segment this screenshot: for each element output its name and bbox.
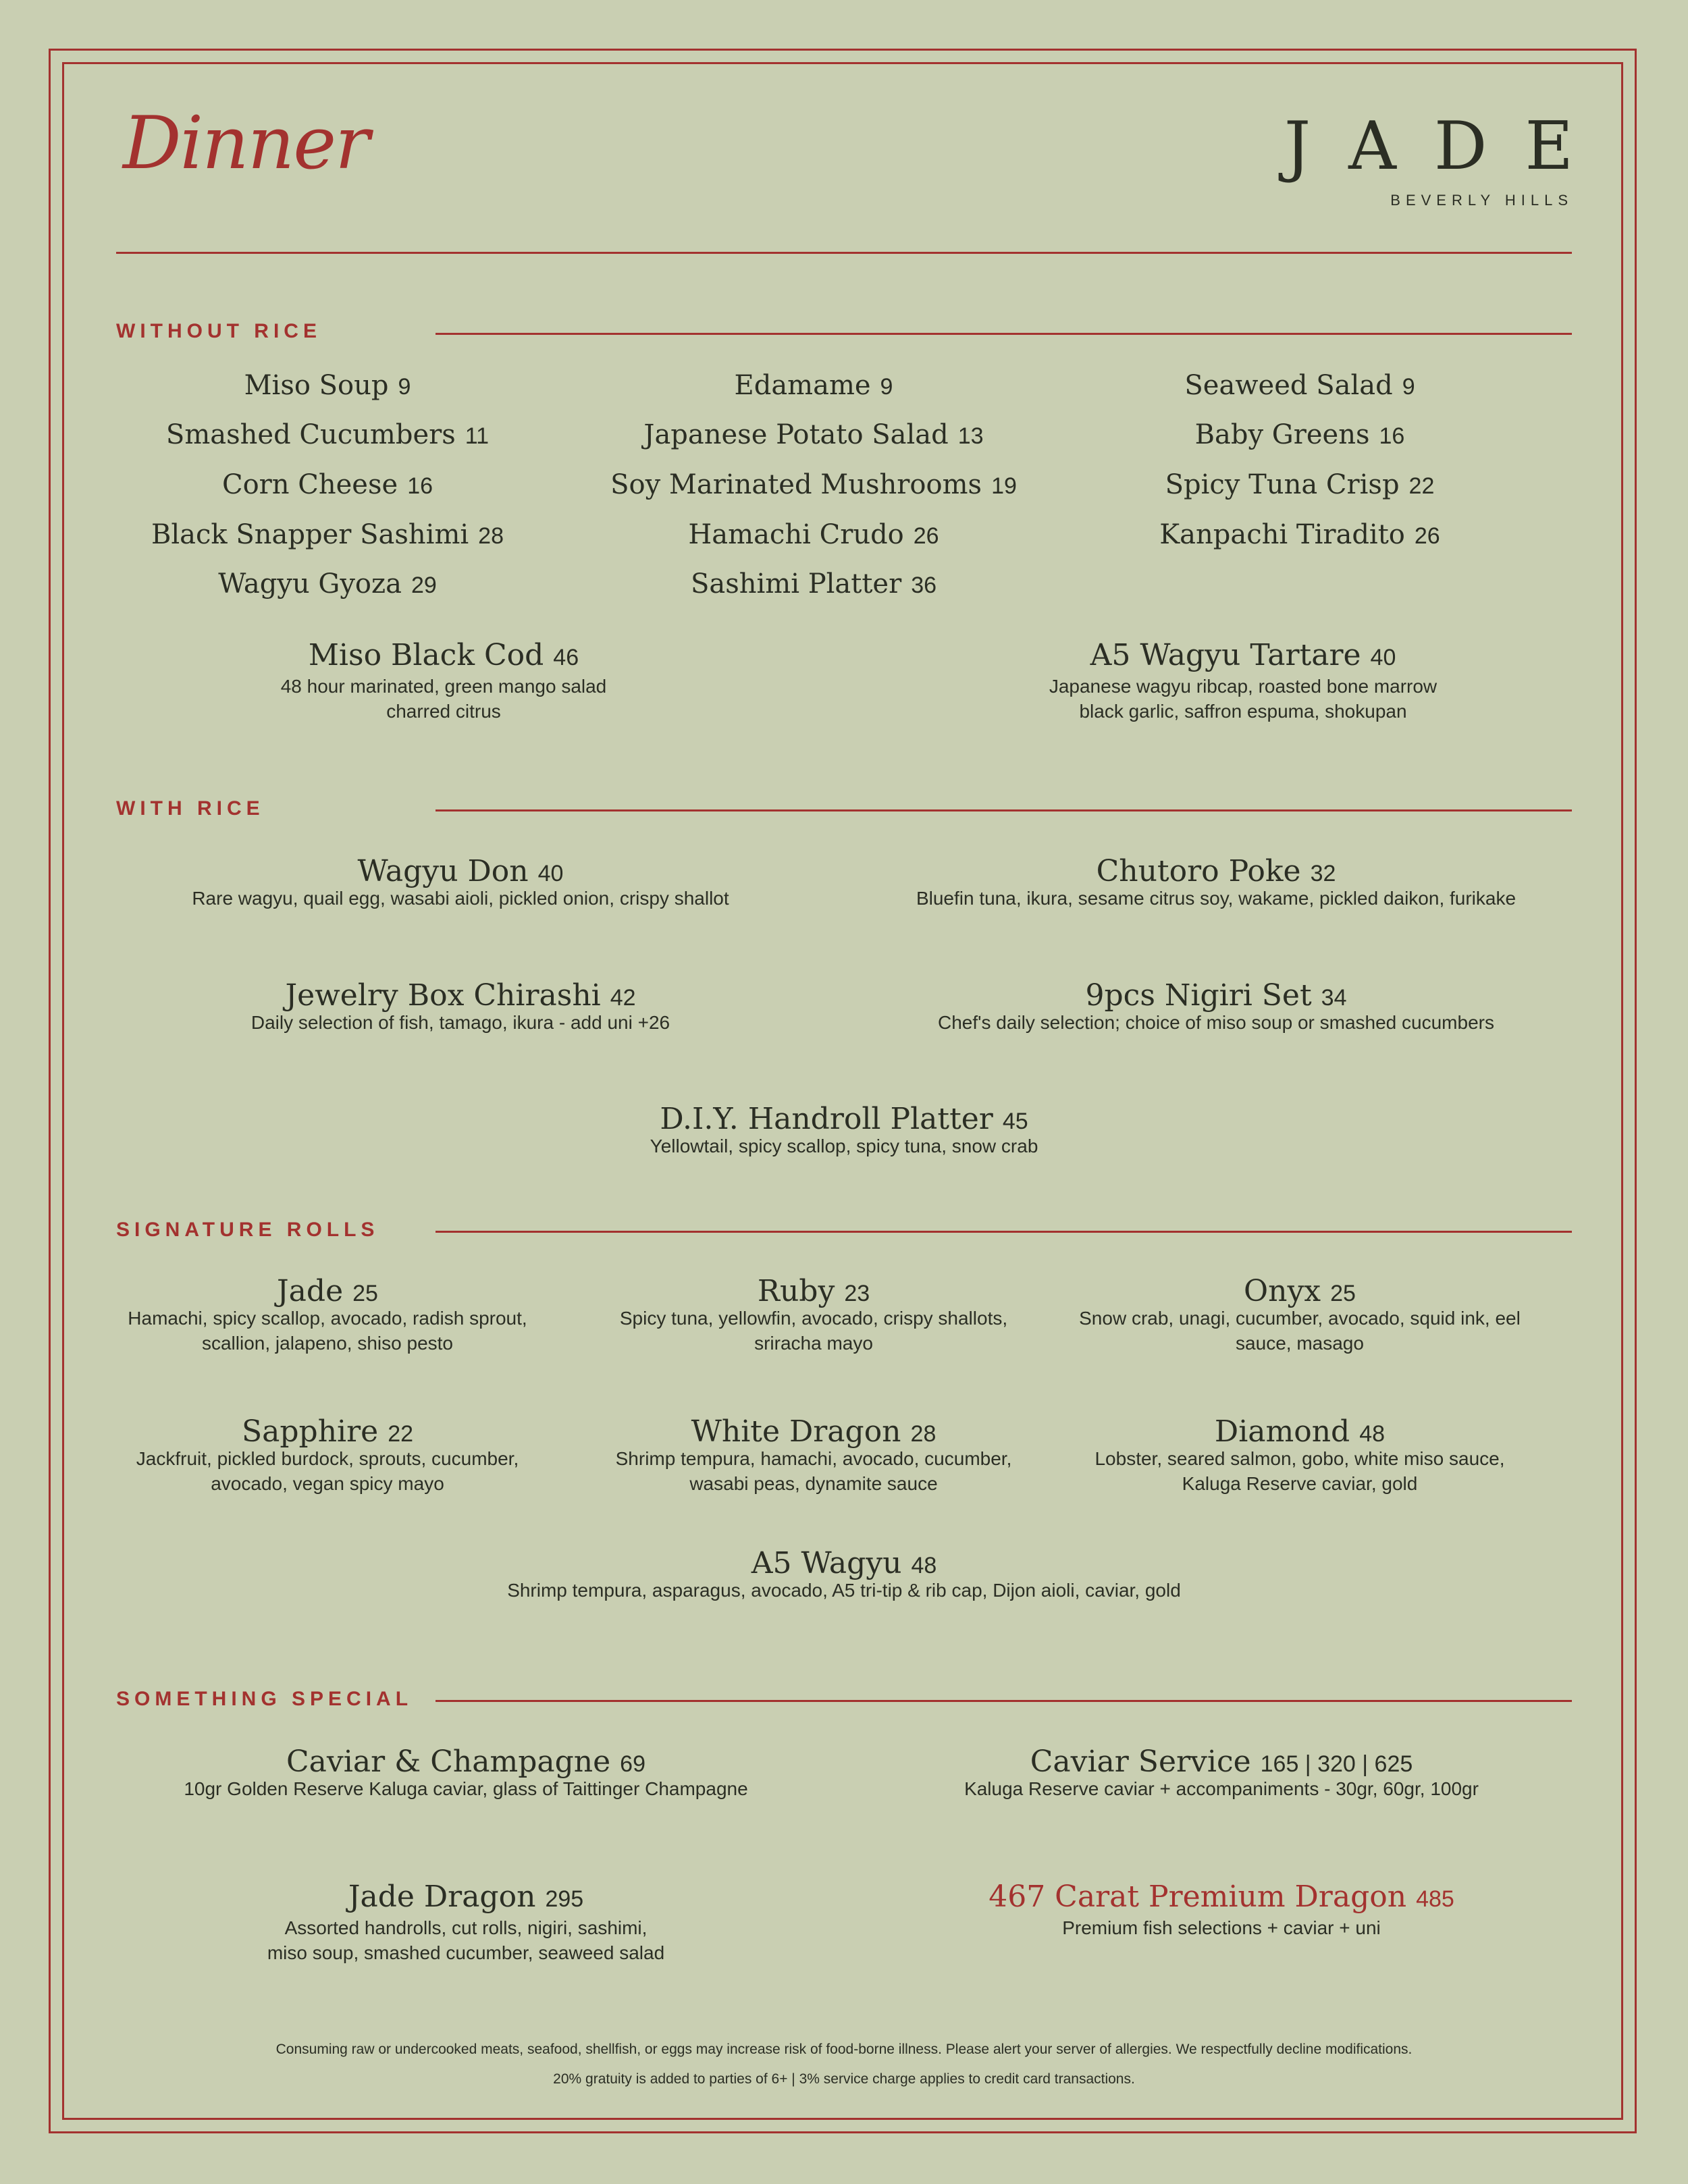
item-price: 48 (911, 1553, 937, 1578)
restaurant-logo (1284, 108, 1611, 209)
section-heading-without-rice: WITHOUT RICE (116, 320, 321, 342)
menu-item (557, 519, 1070, 550)
menu-item (71, 519, 584, 550)
special-item-premium (884, 1880, 1559, 1940)
item-name: Jewelry Box Chirashi (285, 978, 601, 1013)
item-description: Rare wagyu, quail egg, wasabi aioli, pickled onion, crispy shallot (192, 888, 729, 909)
menu-item (557, 370, 1070, 401)
item-price: 45 (1002, 1109, 1028, 1134)
item-price: 16 (1379, 423, 1405, 449)
section-divider (436, 333, 1572, 335)
item-price: 22 (1408, 473, 1435, 499)
roll-item (557, 1414, 1070, 1496)
menu-item (1043, 519, 1556, 550)
item-name: Caviar & Champagne (286, 1744, 611, 1779)
item-price: 29 (411, 572, 437, 598)
item-name: Miso Black Cod (308, 638, 544, 672)
item-description: Premium fish selections + caviar + uni (1062, 1917, 1381, 1938)
menu-item (71, 568, 584, 600)
item-price: 9 (880, 374, 893, 400)
item-description: 48 hour marinated, green mango salad charred citrus (280, 676, 607, 722)
featured-item (106, 638, 781, 724)
item-price: 32 (1310, 861, 1336, 886)
item-name: Diamond (1214, 1414, 1350, 1449)
item-name: Smashed Cucumbers (165, 419, 456, 450)
item-name: Jade (277, 1274, 344, 1308)
item-price: 19 (991, 473, 1017, 499)
roll-item (557, 1274, 1070, 1356)
item-description: Shrimp tempura, hamachi, avocado, cucumber, wasabi peas, dynamite sauce (615, 1448, 1012, 1494)
menu-item (71, 419, 584, 450)
item-name: Sapphire (241, 1414, 379, 1449)
item-name: Hamachi Crudo (688, 519, 904, 550)
item-price: 23 (844, 1281, 870, 1306)
menu-item (878, 978, 1554, 1035)
section-heading-something-special: SOMETHING SPECIAL (116, 1688, 413, 1710)
item-name: Corn Cheese (221, 469, 398, 500)
roll-item (1043, 1414, 1556, 1496)
item-description: Bluefin tuna, ikura, sesame citrus soy, wakame, pickled daikon, furikake (916, 888, 1516, 909)
item-name: Jade Dragon (348, 1880, 536, 1914)
item-price: 16 (407, 473, 433, 499)
item-description: 10gr Golden Reserve Kaluga caviar, glass of Taittinger Champagne (184, 1778, 748, 1799)
item-name: Chutoro Poke (1096, 854, 1301, 888)
menu-item (878, 854, 1554, 911)
menu-item (557, 568, 1070, 600)
menu-item (1043, 370, 1556, 401)
item-name: A5 Wagyu Tartare (1090, 638, 1361, 672)
item-description: Hamachi, spicy scallop, avocado, radish sprout, scallion, jalapeno, shiso pesto (128, 1308, 527, 1354)
item-price: 28 (478, 523, 504, 549)
item-price: 22 (388, 1421, 414, 1447)
item-price: 25 (352, 1281, 378, 1306)
item-price: 26 (913, 523, 939, 549)
item-price: 485 (1416, 1886, 1454, 1912)
item-name: Seaweed Salad (1184, 370, 1393, 401)
item-description: Snow crab, unagi, cucumber, avocado, squid ink, eel sauce, masago (1079, 1308, 1521, 1354)
item-price: 26 (1414, 523, 1440, 549)
item-description: Daily selection of fish, tamago, ikura - add uni +26 (250, 1012, 670, 1033)
item-description: Yellowtail, spicy scallop, spicy tuna, snow crab (650, 1136, 1038, 1156)
section-divider (436, 1700, 1572, 1702)
item-price: 165 | 320 | 625 (1260, 1751, 1413, 1777)
item-name: Spicy Tuna Crisp (1165, 469, 1400, 500)
item-description: Lobster, seared salmon, gobo, white miso sauce, Kaluga Reserve caviar, gold (1094, 1448, 1505, 1494)
item-description: Japanese wagyu ribcap, roasted bone marrow black garlic, saffron espuma, shokupan (1049, 676, 1438, 722)
menu-item (71, 370, 584, 401)
special-item (128, 1880, 803, 1965)
item-name: Onyx (1244, 1274, 1321, 1308)
item-name: A5 Wagyu (751, 1546, 902, 1580)
item-description: Chef's daily selection; choice of miso soup or smashed cucumbers (938, 1012, 1494, 1033)
item-price: 40 (1370, 645, 1396, 670)
section-divider (436, 809, 1572, 811)
logo-location: BEVERLY HILLS (1390, 192, 1573, 209)
roll-item (1043, 1274, 1556, 1356)
item-description: Kaluga Reserve caviar + accompaniments - 30gr, 60gr, 100gr (964, 1778, 1479, 1799)
item-price: 34 (1321, 985, 1347, 1011)
item-name: Soy Marinated Mushrooms (610, 469, 982, 500)
special-item (128, 1744, 803, 1801)
item-description: Assorted handrolls, cut rolls, nigiri, sashimi, miso soup, smashed cucumber, seaweed salad (267, 1917, 665, 1963)
item-price: 11 (465, 423, 490, 449)
gratuity-note: 20% gratuity is added to parties of 6+ | 3% service charge applies to credit card transactions. (553, 2071, 1135, 2087)
item-name: Japanese Potato Salad (643, 419, 949, 450)
menu-item (71, 469, 584, 500)
item-name: D.I.Y. Handroll Platter (660, 1102, 993, 1136)
menu-item (506, 1102, 1182, 1158)
item-price: 28 (910, 1421, 937, 1447)
item-price: 9 (398, 374, 411, 400)
item-name: Kanpachi Tiradito (1159, 519, 1405, 550)
item-name: 9pcs Nigiri Set (1085, 978, 1312, 1013)
item-name: Wagyu Don (357, 854, 529, 888)
item-name: Miso Soup (244, 370, 389, 401)
item-price: 295 (545, 1886, 584, 1912)
roll-item (71, 1274, 584, 1356)
item-price: 9 (1402, 374, 1415, 400)
section-heading-with-rice: WITH RICE (116, 797, 265, 820)
menu-item (1043, 419, 1556, 450)
item-price: 46 (553, 645, 579, 670)
item-name: Black Snapper Sashimi (151, 519, 469, 550)
item-name: Sashimi Platter (690, 568, 902, 600)
roll-item (71, 1414, 584, 1496)
item-name: Baby Greens (1194, 419, 1370, 450)
health-disclaimer: Consuming raw or undercooked meats, seafood, shellfish, or eggs may increase risk of food-borne illness. Please alert your server of allergies. We respectfully decline modifications. (275, 2042, 1413, 2057)
item-name: Caviar Service (1030, 1744, 1251, 1779)
logo-wordmark: JADE (1284, 108, 1611, 185)
item-price: 13 (957, 423, 984, 449)
section-heading-signature-rolls: SIGNATURE ROLLS (116, 1219, 379, 1241)
item-name: White Dragon (691, 1414, 901, 1449)
section-divider (436, 1231, 1572, 1233)
item-name: Wagyu Gyoza (218, 568, 402, 600)
item-description: Shrimp tempura, asparagus, avocado, A5 tri-tip & rib cap, Dijon aioli, caviar, gold (507, 1580, 1181, 1601)
item-name: Ruby (757, 1274, 835, 1308)
special-item (884, 1744, 1559, 1801)
item-name: Edamame (734, 370, 871, 401)
item-description: Spicy tuna, yellowfin, avocado, crispy shallots, sriracha mayo (619, 1308, 1008, 1354)
item-price: 40 (537, 861, 564, 886)
header-divider (116, 252, 1572, 254)
item-price: 69 (620, 1751, 645, 1777)
item-price: 42 (610, 985, 636, 1011)
item-price: 25 (1330, 1281, 1356, 1306)
item-name: 467 Carat Premium Dragon (988, 1880, 1407, 1914)
roll-item (439, 1546, 1249, 1603)
menu-item (557, 419, 1070, 450)
menu-item (123, 978, 798, 1035)
menu-item (1043, 469, 1556, 500)
item-price: 48 (1359, 1421, 1386, 1447)
menu-title: Dinner (123, 101, 369, 186)
item-price: 36 (911, 572, 937, 598)
featured-item (905, 638, 1581, 724)
item-description: Jackfruit, pickled burdock, sprouts, cucumber, avocado, vegan spicy mayo (136, 1448, 519, 1494)
menu-item (123, 854, 798, 911)
menu-item (557, 469, 1070, 500)
